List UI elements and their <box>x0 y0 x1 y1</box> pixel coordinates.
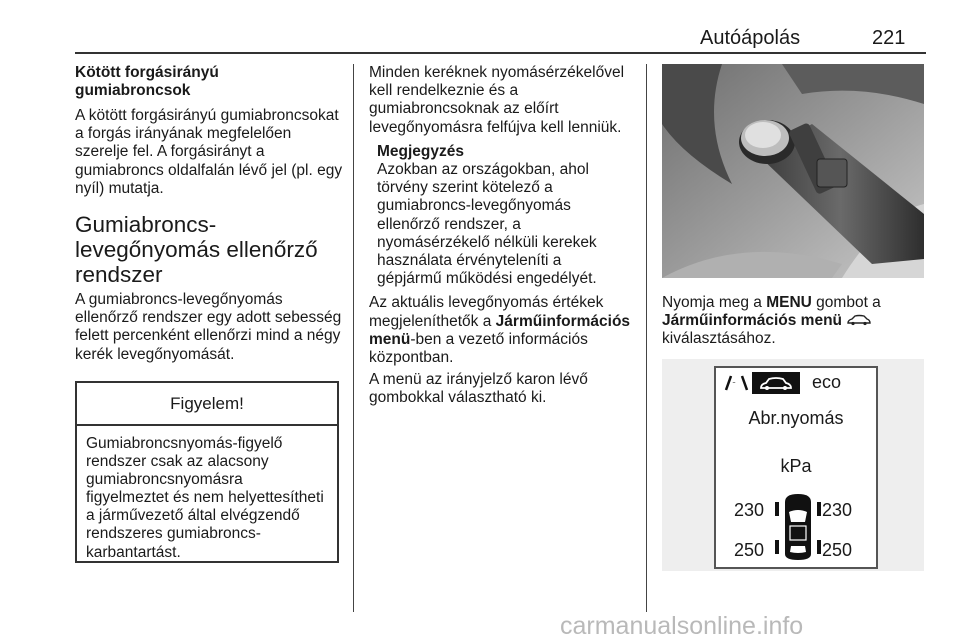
pressure-rear-right: 250 <box>822 540 853 560</box>
warning-text: Gumiabroncsnyomás-figyelő rendszer csak az alacsony gumiabroncsnyomásra figyelmeztet és nem helyettesítheti a járművezető által elvégzendő rendszeres gumiabroncs-karbantartást. <box>86 435 324 561</box>
column-divider-left <box>353 64 354 612</box>
warning-title: Figyelem! <box>77 383 337 426</box>
left-column <box>75 64 347 368</box>
tpms-display-figure <box>662 359 924 571</box>
pressure-rear-left: 250 <box>734 540 765 560</box>
eco-tab: eco <box>812 372 842 392</box>
pressure-unit: kPa <box>780 456 812 476</box>
paragraph-tpms-intro: A gumiabroncs-levegőnyomás ellenőrző rendszer egy adott sebesség felett percenként ellenőrzi mind a négy kerék levegőnyomását. <box>75 291 342 363</box>
note-text: Azokban az országokban, ahol törvény szerint kötelező a gumiabroncs-levegőnyomás ellenőrző rendszer, a nyomásérzékelő nélküli kerekek használata érvényteleníti a gépjármű működési engedélyét. <box>377 161 597 288</box>
paragraph-sensors: Minden keréknek nyomásérzékelővel kell rendelkeznie és a gumiabroncsoknak az előírt levegőnyomásra felfújva kell lenniük. <box>369 64 625 136</box>
page-number: 221 <box>872 27 906 49</box>
note-block <box>369 143 637 289</box>
vehicle-info-menu-ref-caption: Járműinformációs menü <box>662 312 843 330</box>
vehicle-info-menu-ref: Járműinformációs menü <box>369 312 631 348</box>
display-title: Abr.nyomás <box>748 408 844 428</box>
header-rule <box>75 52 926 54</box>
paragraph-directional-tyres: A kötött forgásirányú gumiabroncsokat a forgás irányának megfelelően szerelje fel. A forgásirányt a gumiabroncs oldalfalán lévő jel (pl. egy nyíl) mutatja. <box>75 107 343 197</box>
tab-tyre-pressure-selected <box>752 372 800 394</box>
column-divider-right <box>646 64 647 612</box>
paragraph-current-pressure: Az aktuális levegőnyomás értékek megjeleníthetők a Járműinformációs menü-ben a vezető információs központban. <box>369 294 631 367</box>
pressure-front-left: 230 <box>734 500 765 520</box>
watermark: carmanualsonline.info <box>560 612 804 640</box>
road-icon <box>726 376 747 390</box>
section-heading-tpms: Gumiabroncs- levegőnyomás ellenőrző rendszer <box>75 212 318 288</box>
indicator-stalk-illustration <box>662 64 924 278</box>
note-title: Megjegyzés <box>377 142 465 160</box>
pressure-front-right: 230 <box>822 500 853 520</box>
car-icon <box>846 313 872 325</box>
indicator-stalk-photo <box>662 64 924 278</box>
car-top-view-icon <box>773 492 823 562</box>
paragraph-menu-select: A menü az irányjelző karon lévő gombokkal választható ki. <box>369 371 588 407</box>
section-heading-directional-tyres: Kötött forgásirányú gumiabroncsok <box>75 64 219 99</box>
right-caption: Nyomja meg a MENU gombot a Járműinformációs menü kiválasztásához. <box>662 294 881 348</box>
running-header-title: Autóápolás <box>700 27 801 49</box>
warning-box <box>75 381 339 563</box>
middle-column <box>369 64 637 412</box>
tpms-display <box>714 366 878 569</box>
menu-button-ref: MENU <box>766 294 812 311</box>
